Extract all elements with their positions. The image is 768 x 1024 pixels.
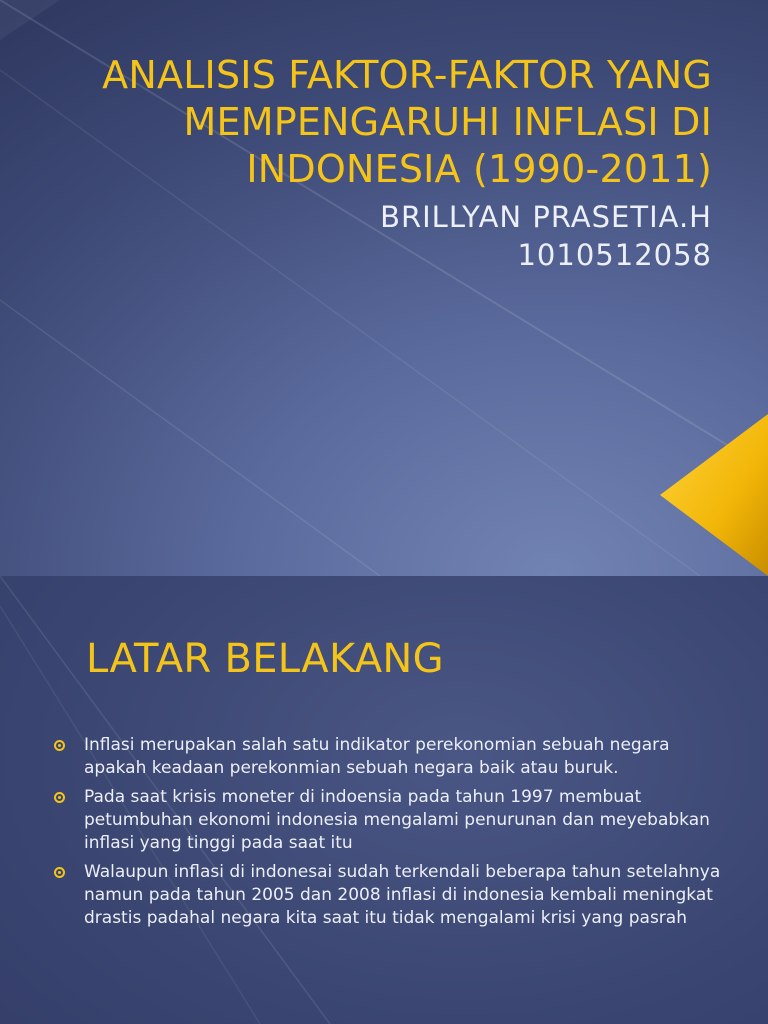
bullet-text: Walaupun inflasi di indonesai sudah terkendali beberapa tahun setelahnya namun pada tahun 2005 dan 2008 inflasi di indonesia kembali meningkat drastis padahal negara kita saat itu tidak mengalami krisi yang pasrah (84, 862, 721, 928)
presentation-title: ANALISIS FAKTOR-FAKTOR YANG MEMPENGARUHI INFLASI DI INDONESIA (1990-2011) (102, 53, 712, 191)
bullet-list (52, 734, 732, 936)
bullet-text: Pada saat krisis moneter di indoensia pada tahun 1997 membuat petumbuhan ekonomi indonesia mengalami penurunan dan meyebabkan inflasi yang tinggi pada saat itu (84, 787, 710, 853)
circle-bullet-icon (54, 867, 65, 878)
author-name: BRILLYAN PRASETIA.H (380, 200, 712, 234)
bullet-text: Inflasi merupakan salah satu indikator perekonomian sebuah negara apakah keadaan perekonmian sebuah negara baik atau buruk. (84, 735, 670, 778)
author-block (152, 198, 712, 274)
gold-arrow-icon (660, 414, 768, 576)
section-heading: LATAR BELAKANG (86, 636, 444, 682)
list-item (52, 861, 732, 930)
background-slide (0, 576, 768, 1024)
list-item (52, 786, 732, 855)
circle-bullet-icon (54, 740, 65, 751)
list-item (52, 734, 732, 780)
circle-bullet-icon (54, 792, 65, 803)
student-id: 1010512058 (517, 238, 712, 272)
